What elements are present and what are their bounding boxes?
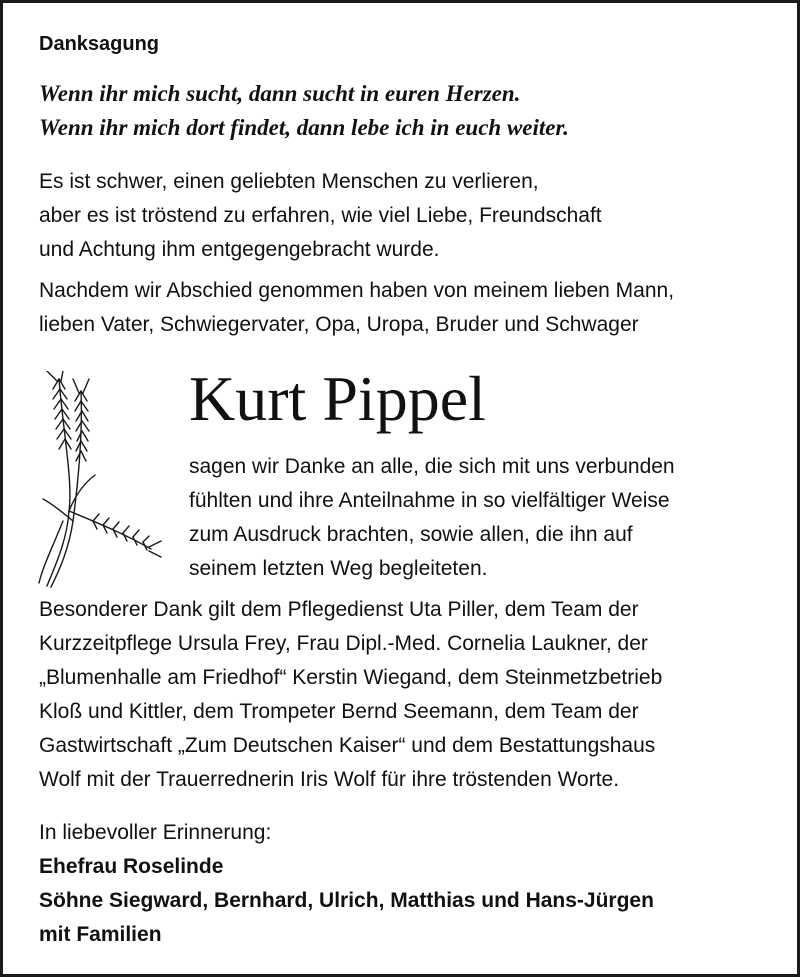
special-thanks-paragraph (39, 593, 662, 797)
motto-line-2: Wenn ihr mich dort findet, dann lebe ich in euch weiter. (39, 115, 569, 140)
wheat-icon (33, 371, 163, 591)
special-thanks-line: Besonderer Dank gilt dem Pflegedienst Uta Piller, dem Team der (39, 598, 639, 621)
farewell-line: lieben Vater, Schwiegervater, Opa, Uropa, Bruder und Schwager (39, 313, 639, 336)
special-thanks-line: Gastwirtschaft „Zum Deutschen Kaiser“ und dem Bestattungshaus (39, 734, 656, 757)
farewell-paragraph (39, 274, 674, 342)
intro-paragraph (39, 165, 602, 267)
special-thanks-line: Kloß und Kittler, dem Trompeter Bernd Seemann, dem Team der (39, 700, 639, 723)
thanks-line: seinem letzten Weg begleiteten. (189, 557, 488, 580)
closing-section (39, 816, 654, 952)
signer-line: mit Familien (39, 923, 162, 946)
motto-line-1: Wenn ihr mich sucht, dann sucht in euren Herzen. (39, 81, 521, 106)
memory-line: In liebevoller Erinnerung: (39, 821, 272, 844)
special-thanks-line: Wolf mit der Trauerrednerin Iris Wolf für ihre tröstenden Worte. (39, 768, 620, 791)
thanks-line: zum Ausdruck brachten, sowie allen, die ihn auf (189, 523, 633, 546)
signer-line: Ehefrau Roselinde (39, 855, 224, 878)
special-thanks-line: „Blumenhalle am Friedhof“ Kerstin Wiegand, dem Steinmetzbetrieb (39, 666, 663, 689)
signer-line: Söhne Siegward, Bernhard, Ulrich, Matthias und Hans-Jürgen (39, 889, 654, 912)
intro-line: und Achtung ihm entgegengebracht wurde. (39, 238, 440, 261)
special-thanks-line: Kurzzeitpflege Ursula Frey, Frau Dipl.-Med. Cornelia Laukner, der (39, 632, 648, 655)
notice-heading: Danksagung (39, 33, 160, 55)
thanks-line: sagen wir Danke an alle, die sich mit uns verbunden (189, 455, 675, 478)
thanks-line: fühlten und ihre Anteilnahme in so vielfältiger Weise (189, 489, 670, 512)
intro-line: aber es ist tröstend zu erfahren, wie viel Liebe, Freundschaft (39, 204, 602, 227)
farewell-line: Nachdem wir Abschied genommen haben von meinem lieben Mann, (39, 279, 675, 302)
intro-line: Es ist schwer, einen geliebten Menschen zu verlieren, (39, 170, 539, 193)
thanks-paragraph (189, 450, 675, 586)
deceased-name: Kurt Pippel (189, 363, 486, 434)
